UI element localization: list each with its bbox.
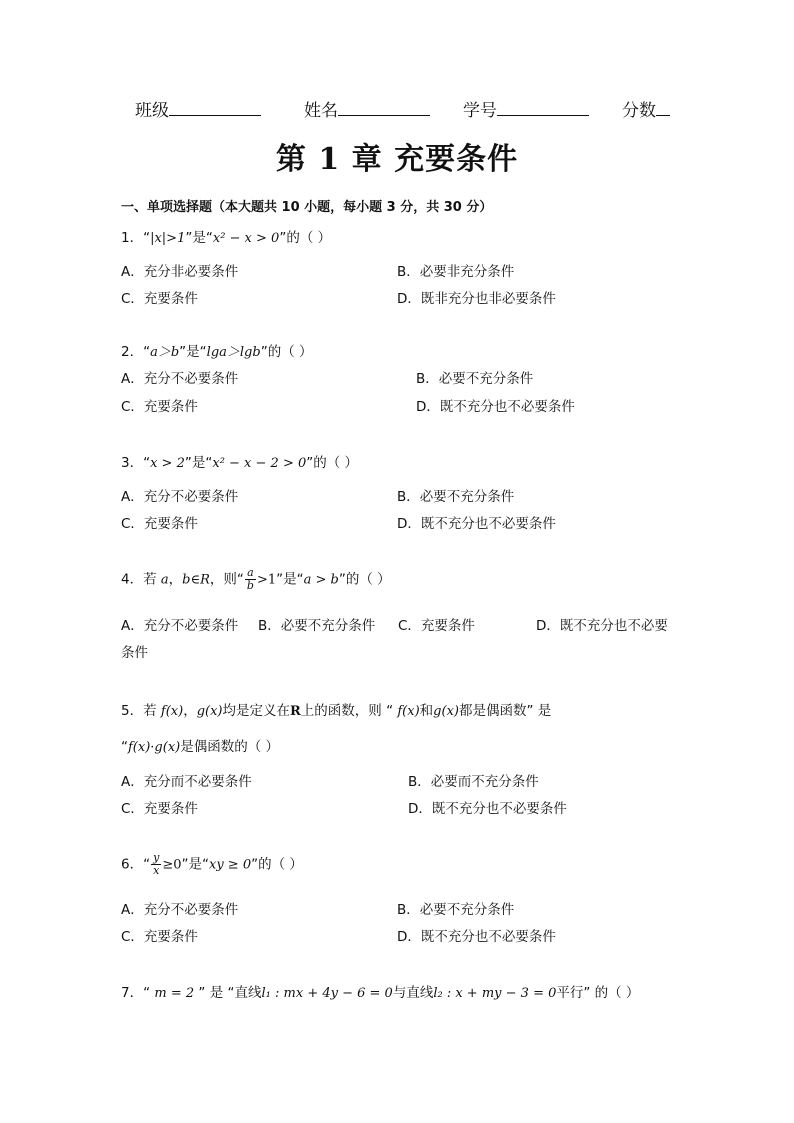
fraction-a-over-b: $\frac{a}{b}$ (246, 566, 254, 592)
question-2-option-a[interactable]: A．充分不必要条件 (121, 371, 239, 387)
score-field[interactable] (622, 96, 670, 121)
question-2-option-b[interactable]: B．必要不充分条件 (416, 371, 534, 387)
question-5-option-c[interactable]: C．充要条件 (121, 801, 198, 817)
question-6-stem: 6．“ $\frac{y}{x}$ ≥0”是“xy ≥ 0”的（ ） (121, 851, 303, 877)
score-label: 分数 (622, 101, 656, 121)
question-2-stem: 2．“a＞b”是“lga＞lgb”的（ ） (121, 344, 313, 360)
question-4-option-d-wrap: 条件 (121, 645, 148, 661)
question-1-option-b[interactable]: B．必要非充分条件 (397, 264, 515, 280)
name-label: 姓名 (304, 101, 338, 121)
student-info-header (0, 96, 794, 126)
class-label: 班级 (135, 101, 169, 121)
question-5-stem-line2: “f(x)·g(x)是偶函数的（ ） (121, 739, 280, 755)
question-6-option-d[interactable]: D．既不充分也不必要条件 (397, 929, 556, 945)
question-4-option-a[interactable]: A．充分不必要条件 (121, 618, 239, 634)
student-id-label: 学号 (463, 101, 497, 121)
name-field[interactable] (304, 96, 430, 121)
question-5-option-b[interactable]: B．必要而不充分条件 (408, 774, 539, 790)
section-heading: 一、单项选择题（本大题共 10 小题，每小题 3 分，共 30 分） (121, 200, 493, 215)
question-4-stem: 4．若 a，b∈R，则“ $\frac{a}{b}$ >1”是“a > b”的（ ） (121, 566, 391, 592)
question-3-option-c[interactable]: C．充要条件 (121, 516, 198, 532)
question-1-option-a[interactable]: A．充分非必要条件 (121, 264, 239, 280)
student-id-field[interactable] (463, 96, 589, 121)
fraction-y-over-x: $\frac{y}{x}$ (153, 851, 160, 877)
page-title: 第 1 章 充要条件 (275, 142, 519, 177)
question-1-stem: 1．“|x|>1”是“x² − x > 0”的（ ） (121, 230, 332, 246)
question-6-option-b[interactable]: B．必要不充分条件 (397, 902, 515, 918)
question-5-option-a[interactable]: A．充分而不必要条件 (121, 774, 252, 790)
question-3-option-d[interactable]: D．既不充分也不必要条件 (397, 516, 556, 532)
question-1-option-d[interactable]: D．既非充分也非必要条件 (397, 291, 556, 307)
question-4-option-c[interactable]: C．充要条件 (398, 618, 475, 634)
question-6-option-a[interactable]: A．充分不必要条件 (121, 902, 239, 918)
question-5-stem-line1: 5．若 f(x)，g(x)均是定义在R上的函数，则 “ f(x)和g(x)都是偶函数” 是 (121, 703, 552, 719)
question-3-option-b[interactable]: B．必要不充分条件 (397, 489, 515, 505)
question-3-stem: 3．“x > 2”是“x² − x − 2 > 0”的（ ） (121, 455, 359, 471)
question-5-option-d[interactable]: D．既不充分也不必要条件 (408, 801, 567, 817)
question-2-option-c[interactable]: C．充要条件 (121, 399, 198, 415)
question-3-option-a[interactable]: A．充分不必要条件 (121, 489, 239, 505)
question-7-stem: 7．“ m = 2 ” 是 “直线l₁ : mx + 4y − 6 = 0与直线l₂ : x + my − 3 = 0平行” 的（ ） (121, 985, 640, 1001)
question-6-option-c[interactable]: C．充要条件 (121, 929, 198, 945)
question-2-option-d[interactable]: D．既不充分也不必要条件 (416, 399, 575, 415)
question-4-option-d[interactable]: D．既不充分也不必要 (536, 618, 668, 634)
class-field[interactable] (135, 96, 261, 121)
question-4-option-b[interactable]: B．必要不充分条件 (258, 618, 376, 634)
question-1-option-c[interactable]: C．充要条件 (121, 291, 198, 307)
